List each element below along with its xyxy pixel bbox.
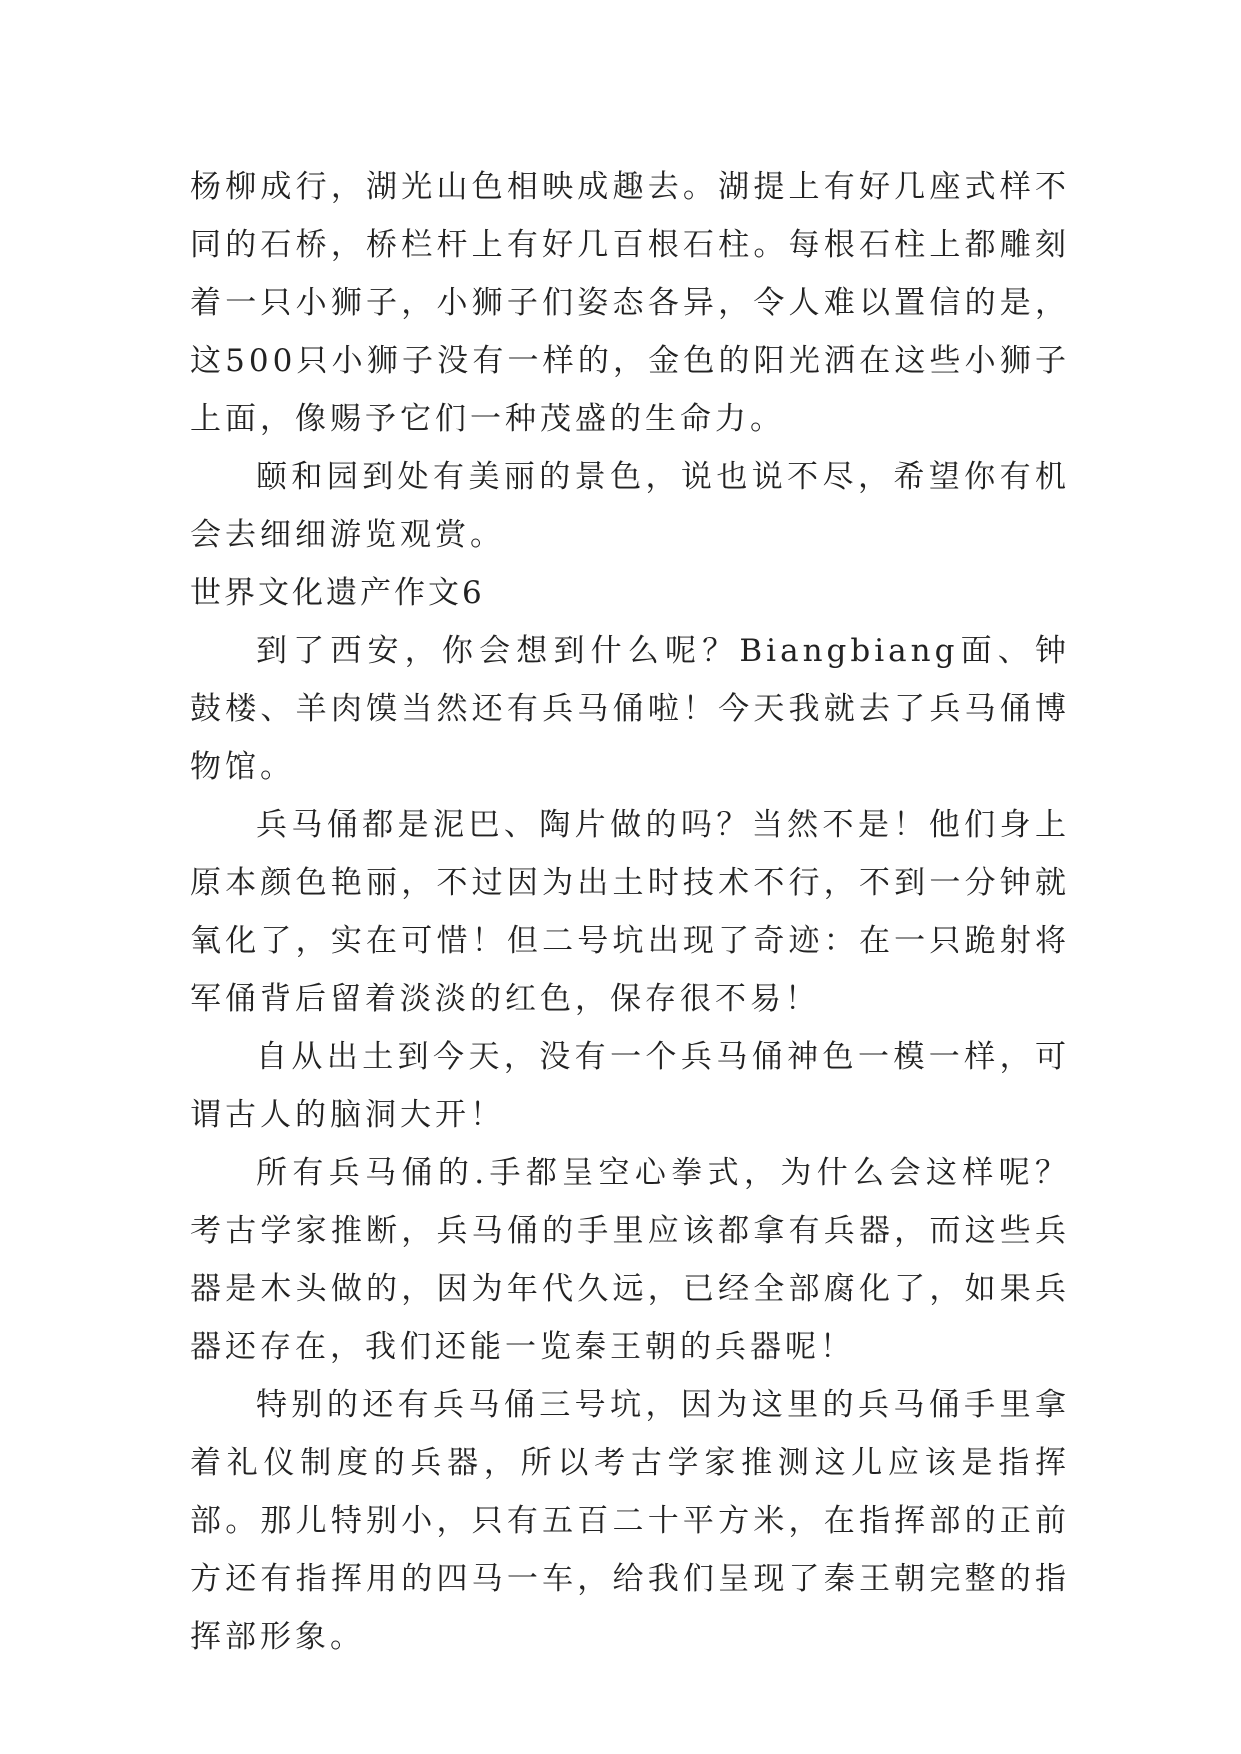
paragraph-pit-three: 特别的还有兵马俑三号坑，因为这里的兵马俑手里拿着礼仪制度的兵器，所以考古学家推测这儿应该是指挥部。那儿特别小，只有五百二十平方米，在指挥部的正前方还有指挥用的四马一车，给我们呈现了秦王朝完整的指挥部形象。 <box>190 1387 1070 1655</box>
paragraph-xian-intro: 到了西安，你会想到什么呢？Biangbiang面、钟鼓楼、羊肉馍当然还有兵马俑啦！今天我就去了兵马俑博物馆。 <box>190 633 1070 785</box>
paragraph-hands: 所有兵马俑的.手都呈空心拳式，为什么会这样呢？考古学家推断，兵马俑的手里应该都拿有兵器，而这些兵器是木头做的，因为年代久远，已经全部腐化了，如果兵器还存在，我们还能一览秦王朝的兵器呢！ <box>190 1155 1070 1365</box>
essay-heading: 世界文化遗产作文6 <box>190 575 485 611</box>
paragraph-expressions: 自从出土到今天，没有一个兵马俑神色一模一样，可谓古人的脑洞大开！ <box>190 1039 1070 1133</box>
document-page <box>190 158 1070 1666</box>
paragraph-color: 兵马俑都是泥巴、陶片做的吗？当然不是！他们身上原本颜色艳丽，不过因为出土时技术不行，不到一分钟就氧化了，实在可惜！但二号坑出现了奇迹：在一只跪射将军俑背后留着淡淡的红色，保存很不易！ <box>190 807 1070 1017</box>
paragraph-lions: 杨柳成行，湖光山色相映成趣去。湖提上有好几座式样不同的石桥，桥栏杆上有好几百根石柱。每根石柱上都雕刻着一只小狮子，小狮子们姿态各异，令人难以置信的是，这500只小狮子没有一样的，金色的阳光洒在这些小狮子上面，像赐予它们一种茂盛的生命力。 <box>190 169 1070 437</box>
paragraph-summer-palace-closing: 颐和园到处有美丽的景色，说也说不尽，希望你有机会去细细游览观赏。 <box>190 459 1070 553</box>
